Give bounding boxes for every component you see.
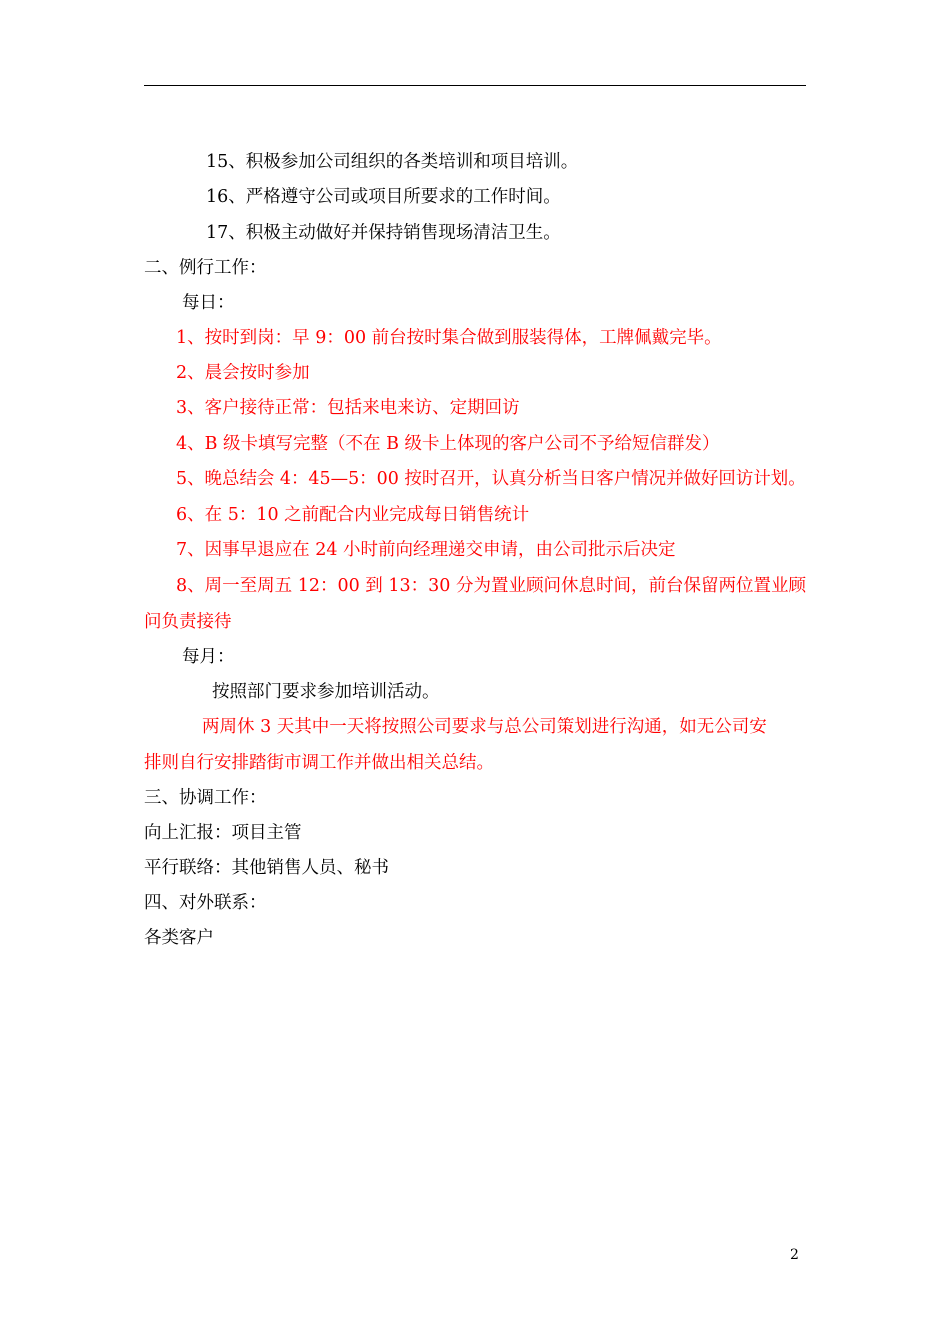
daily-item-7: 7、因事早退应在 24 小时前向经理递交申请，由公司批示后决定 [176, 540, 676, 560]
daily-item-8: 8、周一至周五 12：00 到 13：30 分为置业顾问休息时间，前台保留两位置业顾 [176, 576, 806, 596]
section-heading-coordination: 三、协调工作： [144, 788, 267, 808]
daily-item-3: 3、客户接待正常：包括来电来访、定期回访 [176, 398, 520, 418]
report-upward: 向上汇报：项目主管 [144, 823, 302, 843]
section-heading-routine: 二、例行工作： [144, 258, 267, 278]
daily-item-4: 4、B 级卡填写完整（不在 B 级卡上体现的客户公司不予给短信群发） [176, 434, 720, 454]
biweekly-note-continued: 排则自行安排踏街市调工作并做出相关总结。 [144, 753, 494, 773]
daily-item-6: 6、在 5：10 之前配合内业完成每日销售统计 [176, 505, 530, 525]
item-16: 16、严格遵守公司或项目所要求的工作时间。 [206, 187, 561, 207]
header-rule [144, 85, 806, 86]
subheading-daily: 每日： [182, 293, 235, 313]
external-contacts: 各类客户 [144, 928, 214, 948]
section-heading-external: 四、对外联系： [144, 893, 267, 913]
subheading-monthly: 每月： [182, 647, 235, 667]
monthly-item: 按照部门要求参加培训活动。 [212, 682, 440, 702]
daily-item-1: 1、按时到岗：早 9：00 前台按时集合做到服装得体，工牌佩戴完毕。 [176, 328, 722, 348]
daily-item-8-continued: 问负责接待 [144, 612, 232, 632]
daily-item-5: 5、晚总结会 4：45—5：00 按时召开，认真分析当日客户情况并做好回访计划。 [176, 469, 806, 489]
item-15: 15、积极参加公司组织的各类培训和项目培训。 [206, 152, 579, 172]
page-number: 2 [790, 1247, 799, 1263]
item-17: 17、积极主动做好并保持销售现场清洁卫生。 [206, 223, 561, 243]
parallel-contact: 平行联络：其他销售人员、秘书 [144, 858, 389, 878]
biweekly-note: 两周休 3 天其中一天将按照公司要求与总公司策划进行沟通，如无公司安 [202, 717, 767, 737]
daily-item-2: 2、晨会按时参加 [176, 363, 310, 383]
